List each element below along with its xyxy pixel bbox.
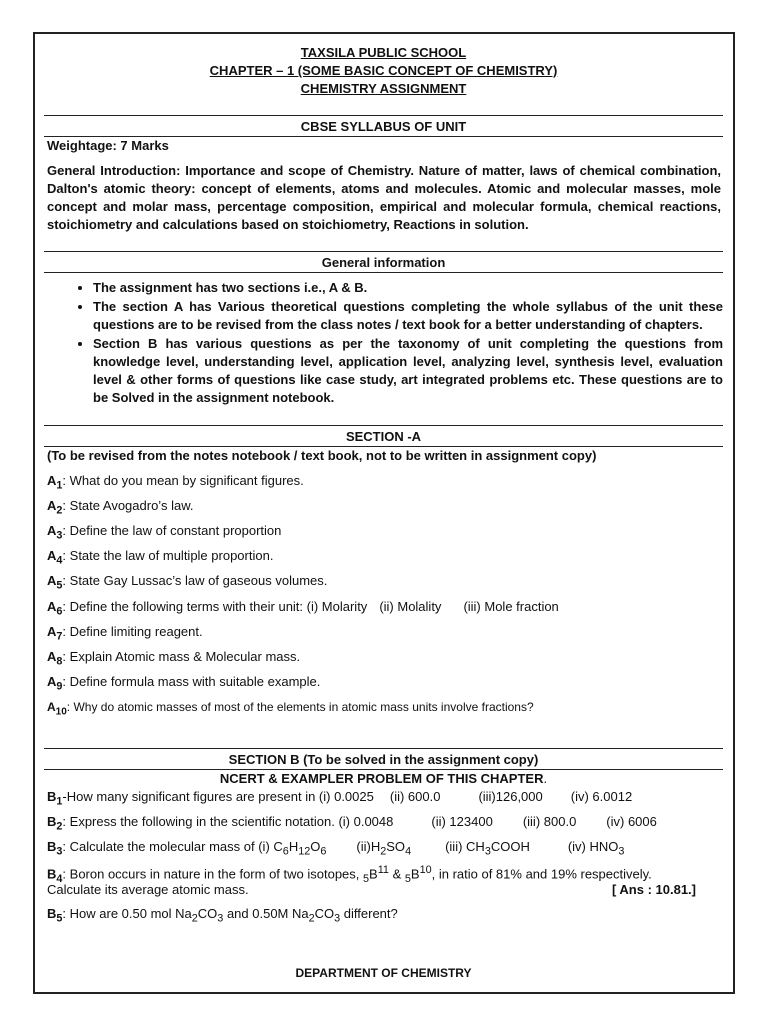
divider: [44, 769, 723, 770]
question-a10: $A_{10}$: Why do atomic masses of most of the elements in atomic mass units involve fractions?: [47, 700, 534, 718]
question-b3: $B_3$: Calculate the molecular mass of (i) $C_6H_{12}O_6$ $(ii)H_2SO_4$ (iii) $CH_3COOH$ (iv) $HNO_3$: [47, 839, 625, 858]
question-a3: $A_3$: Define the law of constant proportion: [47, 523, 282, 542]
divider: [44, 272, 723, 273]
syllabus-intro: General Introduction: Importance and scope of Chemistry. Nature of matter, laws of chemical combination, Dalton's atomic theory: concept of elements, atoms and molecules. Atomic and molecular masses, mole concept and molar mass, percentage composition, empirical and molecular formula, chemical reactions, stoichiometry and calculations based on stoichiometry, Reactions in solution.: [47, 163, 721, 232]
footer-department: DEPARTMENT OF CHEMISTRY: [295, 966, 472, 980]
section-a-note: (To be revised from the notes notebook / text book, not to be written in assignment copy): [47, 448, 597, 463]
list-item: • Section B has various questions as per the taxonomy of unit completing the questions from knowledge level, understanding level, application level, analyzing level, synthesis level, evaluation level & other forms of questions like case study, art integrated problems etc. These questions are to be Solved in the assignment notebook.: [93, 335, 723, 407]
general-info-heading: General information: [321, 255, 446, 270]
question-b4: $B_4$: Boron occurs in nature in the form of two isotopes, $_5B^{11}$ & $_5B^{10}$, in ratio of 81% and 19% respectively.: [47, 864, 652, 885]
chapter-title: CHAPTER – 1 (SOME BASIC CONCEPT OF CHEMISTRY): [209, 63, 558, 78]
assignment-title: CHEMISTRY ASSIGNMENT: [300, 81, 467, 96]
question-a2: $A_2$: State Avogadro’s law.: [47, 498, 194, 517]
list-item: • The section A has Various theoretical questions completing the whole syllabus of the unit these questions are to be revised from the class notes / text book for a better understanding of chapters.: [93, 298, 723, 334]
question-a7: $A_7$: Define limiting reagent.: [47, 624, 203, 643]
general-info-list: [47, 279, 723, 408]
divider: [44, 425, 723, 426]
weightage: Weightage: 7 Marks: [47, 138, 169, 153]
section-b-heading: SECTION B (To be solved in the assignment copy): [228, 752, 539, 767]
question-a9: $A_9$: Define formula mass with suitable example.: [47, 674, 321, 693]
school-name: TAXSILA PUBLIC SCHOOL: [300, 45, 467, 60]
divider: [44, 251, 723, 252]
divider: [44, 446, 723, 447]
question-a8: $A_8$: Explain Atomic mass & Molecular mass.: [47, 649, 301, 668]
question-a5: $A_5$: State Gay Lussac’s law of gaseous volumes.: [47, 573, 328, 592]
question-a6: $A_6$: Define the following terms with their unit: (i) Molarity (ii) Molality (iii) Mole fraction: [47, 599, 559, 618]
question-a4: $A_4$: State the law of multiple proportion.: [47, 548, 274, 567]
divider: [44, 136, 723, 137]
syllabus-heading: CBSE SYLLABUS OF UNIT: [300, 119, 467, 134]
list-item: • The assignment has two sections i.e., A & B.: [93, 279, 723, 297]
question-a1: $A_1$: What do you mean by significant figures.: [47, 473, 304, 492]
question-b5: $B_5$: How are 0.50 mol $Na_2CO_3$ and 0.50M $Na_2CO_3$ different?: [47, 906, 398, 925]
question-b4-line2: Calculate its average atomic mass.: [47, 882, 249, 897]
section-b-subheading: NCERT & EXAMPLER PROBLEM OF THIS CHAPTER.: [219, 771, 548, 786]
divider: [44, 748, 723, 749]
question-b2: $B_2$: Express the following in the scientific notation. (i) 0.0048 (ii) 123400 (iii) 800.0 (iv) 6006: [47, 814, 657, 833]
divider: [44, 115, 723, 116]
section-a-heading: SECTION -A: [345, 429, 422, 444]
answer-b4: [ Ans : 10.81.]: [611, 882, 696, 897]
question-b1: $B_1$-How many significant figures are present in (i) 0.0025 (ii) 600.0 (iii)126,000 (iv) 6.0012: [47, 789, 633, 808]
